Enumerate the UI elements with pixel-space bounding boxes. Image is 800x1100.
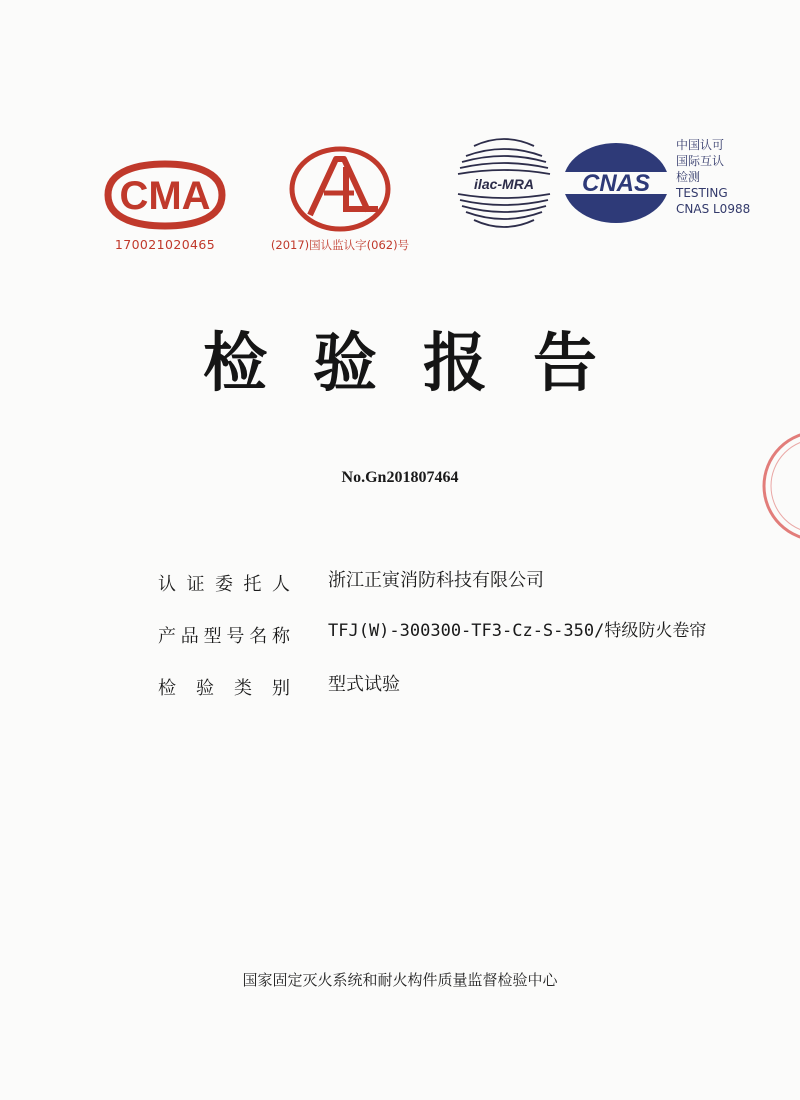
report-number: No.Gn201807464 [341, 469, 459, 486]
cnas-mark: CNAS [581, 170, 651, 197]
cnas-logo [560, 140, 672, 226]
cma-number: 170021020465 [114, 237, 216, 252]
ilac-mra-mark: ilac-MRA [474, 176, 534, 192]
cnas-line: CNAS L0988 [676, 202, 751, 216]
cnas-line: TESTING [676, 186, 728, 200]
issuing-organization: 国家固定灭火系统和耐火构件质量监督检验中心 [242, 971, 558, 989]
document-title: 检验报告 [203, 327, 643, 401]
field-label: 检验类别 [158, 678, 290, 699]
seal-stamp [752, 428, 800, 544]
cnas-line: 检测 [676, 170, 701, 184]
cnas-line: 国际互认 [676, 154, 725, 168]
cal-logo [288, 145, 392, 233]
cnas-line: 中国认可 [676, 138, 725, 152]
cal-number: (2017)国认监认字(062)号 [270, 238, 410, 252]
cma-logo [100, 160, 230, 230]
field-value: TFJ(W)-300300-TF3-Cz-S-350/特级防火卷帘 [328, 621, 707, 641]
cnas-accreditation-text [676, 137, 750, 217]
field-value: 浙江正寅消防科技有限公司 [328, 570, 544, 591]
ilac-mra-logo [452, 128, 556, 236]
field-label: 认证委托人 [158, 574, 290, 595]
field-label: 产品型号名称 [158, 626, 290, 647]
cma-logo-mark: CMA [119, 174, 211, 218]
field-value: 型式试验 [328, 674, 400, 695]
